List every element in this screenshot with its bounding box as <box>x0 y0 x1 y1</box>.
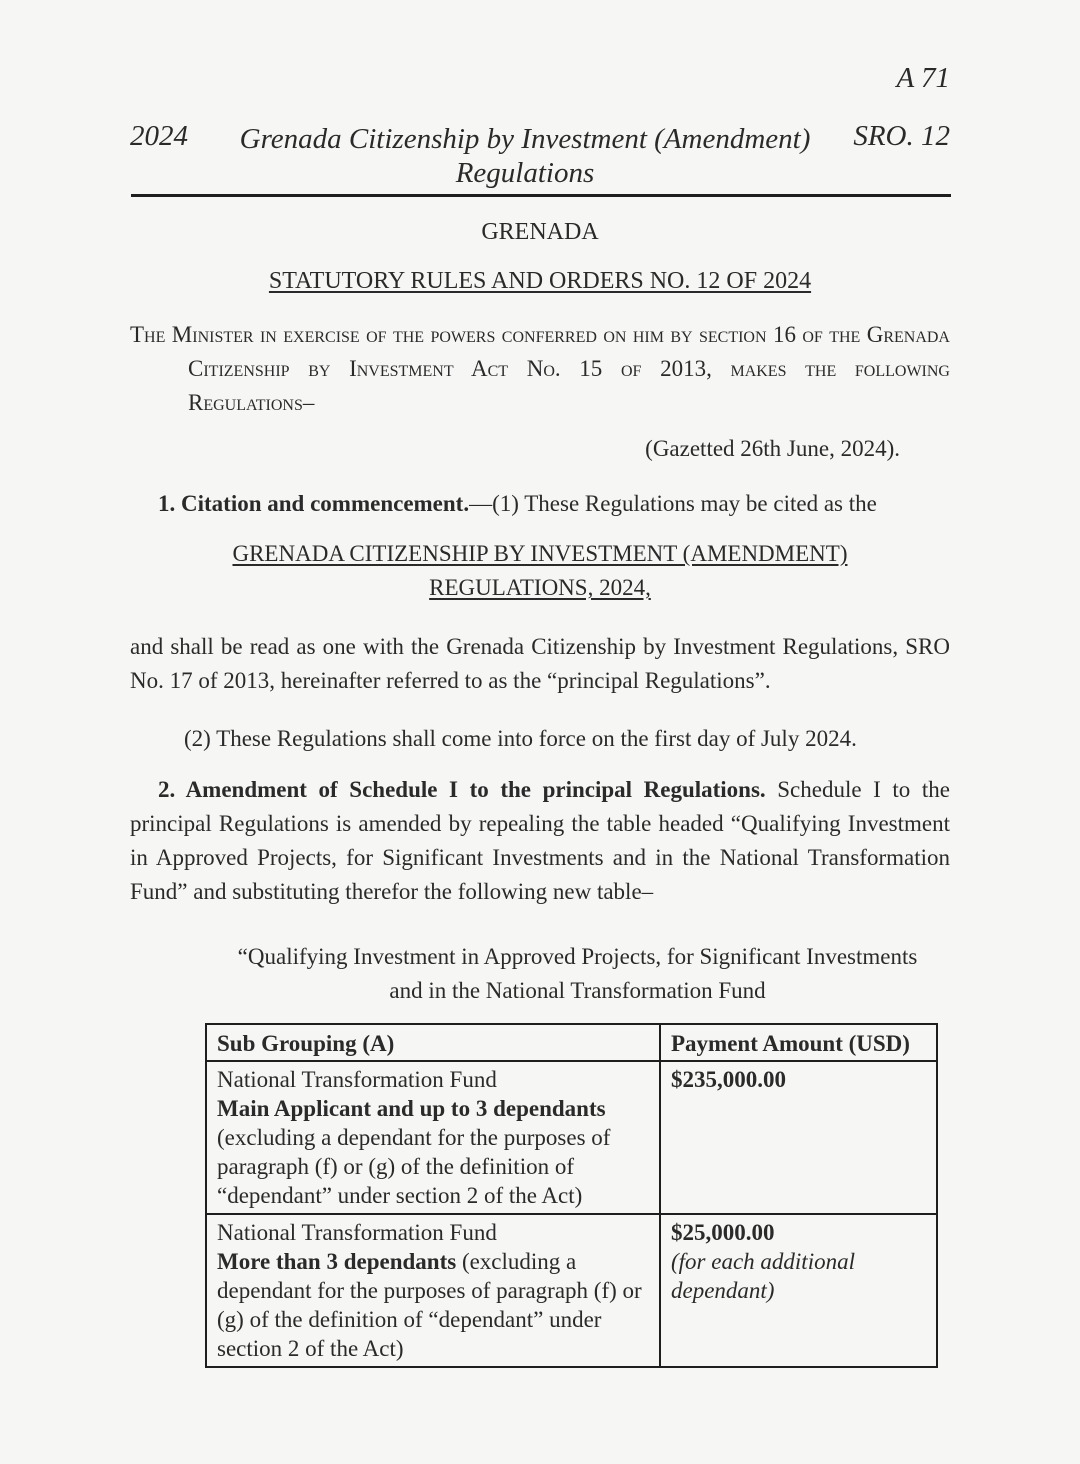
sro-heading-text: STATUTORY RULES AND ORDERS NO. 12 OF 2024 <box>268 268 812 294</box>
sro-heading <box>0 268 1080 295</box>
table-header-row <box>206 1024 937 1061</box>
header-sro: SRO. 12 <box>853 120 950 152</box>
preamble-text: The Minister in exercise of the powers conferred on him by section 16 of the Grenada Citizenship by Investment Act No. 15 of 2013, makes the following Regulations– <box>130 322 950 415</box>
payment-amount: $235,000.00 <box>671 1067 786 1092</box>
section-1-intro: —(1) These Regulations may be cited as the <box>469 491 877 516</box>
payment-amount-cell <box>660 1061 937 1214</box>
table-title-line2: and in the National Transformation Fund <box>389 978 766 1003</box>
payment-amount-note: (for each additional dependant) <box>671 1249 855 1303</box>
citation-title-line2: REGULATIONS, 2024, <box>429 575 651 600</box>
group-description-bold: Main Applicant and up to 3 dependants <box>217 1096 606 1121</box>
section-1-subsection-2: (2) These Regulations shall come into force on the first day of July 2024. <box>184 726 857 751</box>
section-1-continuation: and shall be read as one with the Grenada Citizenship by Investment Regulations, SRO No. 17 of 2013, hereinafter referred to as the “principal Regulations”. <box>130 634 950 693</box>
gazetted-date: (Gazetted 26th June, 2024). <box>645 436 900 461</box>
column-header-payment-amount: Payment Amount (USD) <box>660 1024 937 1061</box>
sub-grouping-cell <box>206 1061 660 1214</box>
group-description-bold: More than 3 dependants <box>217 1249 457 1274</box>
sub-grouping-cell <box>206 1214 660 1367</box>
section-2-paragraph <box>130 773 950 909</box>
preamble <box>130 318 950 420</box>
header-year: 2024 <box>130 120 188 152</box>
header-title <box>230 122 820 190</box>
citation-title-line1: GRENADA CITIZENSHIP BY INVESTMENT (AMENDMENT) <box>232 541 848 566</box>
fund-name: National Transformation Fund <box>217 1220 497 1245</box>
section-1-heading: 1. Citation and commencement. <box>158 491 470 516</box>
citation-title <box>0 537 1080 605</box>
page-number: A 71 <box>896 62 950 94</box>
column-header-sub-grouping: Sub Grouping (A) <box>206 1024 660 1061</box>
table-title-line1: “Qualifying Investment in Approved Projects, for Significant Investments <box>237 944 918 969</box>
header-divider <box>131 194 951 197</box>
group-description <box>217 1094 649 1210</box>
investment-table <box>205 1023 938 1368</box>
country-heading: GRENADA <box>481 219 599 245</box>
fund-name: National Transformation Fund <box>217 1067 497 1092</box>
payment-amount-cell <box>660 1214 937 1367</box>
group-description <box>217 1247 649 1363</box>
table-row <box>206 1061 937 1214</box>
payment-amount: $25,000.00 <box>671 1220 775 1245</box>
group-description-rest: (excluding a dependant for the purposes of paragraph (f) or (g) of the definition of “dependant” under section 2 of the Act) <box>217 1125 611 1208</box>
group-description-rest: (excluding a dependant for the purposes of paragraph (f) or (g) of the definition of “dependant” under section 2 of the Act) <box>217 1249 642 1361</box>
section-2-heading: 2. Amendment of Schedule I to the principal Regulations. <box>158 777 766 802</box>
header-title-line1: Grenada Citizenship by Investment (Amendment) <box>239 123 811 155</box>
table-title <box>200 940 955 1008</box>
table-row <box>206 1214 937 1367</box>
section-1-paragraph <box>130 487 950 521</box>
section-2-body: Schedule I to the principal Regulations is amended by repealing the table headed “Qualifying Investment in Approved Projects, for Significant Investments and in the National Transformation Fund” and substituting therefor the following new table– <box>130 777 950 904</box>
header-title-line2: Regulations <box>455 157 595 189</box>
